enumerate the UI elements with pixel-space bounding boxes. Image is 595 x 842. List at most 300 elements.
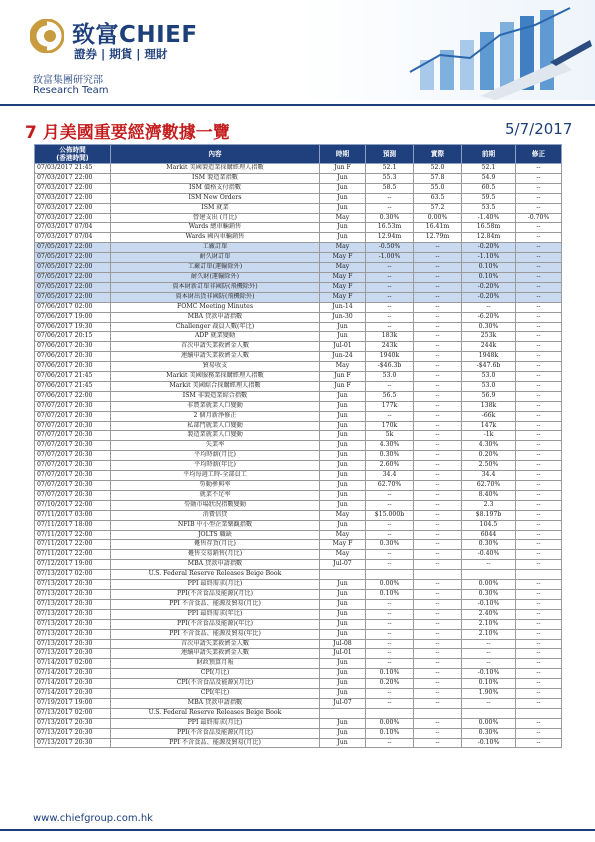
- cell-release-time: 07/14/2017 02:00: [35, 659, 111, 669]
- cell-period: Jun: [320, 599, 366, 609]
- cell-revised: --: [516, 253, 562, 263]
- table-row: [35, 570, 562, 580]
- cell-release-time: 07/07/2017 20:30: [35, 481, 111, 491]
- cell-actual: --: [414, 481, 462, 491]
- cell-period: Jun: [320, 421, 366, 431]
- cell-forecast: 2.60%: [366, 461, 414, 471]
- cell-forecast: --: [366, 292, 414, 302]
- header-actual: 實際: [414, 145, 462, 164]
- cell-revised: --: [516, 481, 562, 491]
- cell-revised: -0.70%: [516, 213, 562, 223]
- cell-release-time: 07/07/2017 20:30: [35, 490, 111, 500]
- cell-actual: --: [414, 689, 462, 699]
- cell-revised: --: [516, 441, 562, 451]
- cell-release-time: 07/12/2017 19:00: [35, 560, 111, 570]
- table-row: [35, 698, 562, 708]
- table-row: [35, 589, 562, 599]
- cell-release-time: 07/06/2017 20:30: [35, 362, 111, 372]
- cell-previous: -6.20%: [462, 312, 516, 322]
- cell-release-time: 07/03/2017 22:00: [35, 203, 111, 213]
- cell-release-time: 07/13/2017 20:30: [35, 580, 111, 590]
- economic-data-table: [34, 144, 562, 748]
- cell-forecast: 0.30%: [366, 213, 414, 223]
- cell-forecast: 5k: [366, 431, 414, 441]
- cell-release-time: 07/11/2017 03:00: [35, 510, 111, 520]
- cell-revised: --: [516, 718, 562, 728]
- cell-previous: --: [462, 659, 516, 669]
- cell-period: Jun: [320, 411, 366, 421]
- cell-release-time: 07/03/2017 22:00: [35, 173, 111, 183]
- cell-previous: -1k: [462, 431, 516, 441]
- table-row: [35, 530, 562, 540]
- cell-period: May: [320, 263, 366, 273]
- cell-previous: 8.40%: [462, 490, 516, 500]
- table-row: [35, 282, 562, 292]
- cell-actual: --: [414, 609, 462, 619]
- table-row: [35, 689, 562, 699]
- table-row: [35, 431, 562, 441]
- cell-revised: --: [516, 282, 562, 292]
- cell-period: Jul-07: [320, 560, 366, 570]
- cell-actual: --: [414, 718, 462, 728]
- table-row: [35, 619, 562, 629]
- cell-release-time: 07/13/2017 02:00: [35, 708, 111, 718]
- table-row: [35, 471, 562, 481]
- cell-period: May: [320, 550, 366, 560]
- cell-content: 躉售存貨(月比): [111, 540, 320, 550]
- cell-content: 連續申請失業救濟金人數: [111, 649, 320, 659]
- cell-release-time: 07/14/2017 20:30: [35, 679, 111, 689]
- cell-period: Jul-01: [320, 342, 366, 352]
- cell-revised: --: [516, 500, 562, 510]
- cell-revised: --: [516, 530, 562, 540]
- table-row: [35, 401, 562, 411]
- cell-period: Jun: [320, 431, 366, 441]
- table-row: [35, 213, 562, 223]
- cell-forecast: 58.5: [366, 183, 414, 193]
- cell-forecast: --: [366, 738, 414, 748]
- cell-content: MBA 貸款申請指數: [111, 698, 320, 708]
- cell-release-time: 07/10/2017 22:00: [35, 500, 111, 510]
- cell-forecast: 56.5: [366, 391, 414, 401]
- table-row: [35, 441, 562, 451]
- cell-revised: --: [516, 203, 562, 213]
- cell-release-time: 07/05/2017 22:00: [35, 253, 111, 263]
- cell-content: 製造業就業人口變動: [111, 431, 320, 441]
- cell-forecast: 0.00%: [366, 580, 414, 590]
- cell-revised: --: [516, 461, 562, 471]
- cell-content: 平均每週工時-全部員工: [111, 471, 320, 481]
- table-row: [35, 302, 562, 312]
- cell-release-time: 07/13/2017 20:30: [35, 738, 111, 748]
- cell-content: 平均時薪(月比): [111, 451, 320, 461]
- cell-previous: 147k: [462, 421, 516, 431]
- header-chart-photo: [300, 0, 595, 100]
- cell-forecast: 177k: [366, 401, 414, 411]
- cell-forecast: 1940k: [366, 352, 414, 362]
- cell-content: PPI 最終需求(月比): [111, 580, 320, 590]
- cell-period: Jun: [320, 619, 366, 629]
- cell-previous: 1948k: [462, 352, 516, 362]
- cell-previous: -1.40%: [462, 213, 516, 223]
- cell-period: [320, 570, 366, 580]
- cell-previous: -0.10%: [462, 669, 516, 679]
- table-row: [35, 718, 562, 728]
- cell-release-time: 07/06/2017 22:00: [35, 391, 111, 401]
- cell-forecast: --: [366, 490, 414, 500]
- cell-release-time: 07/19/2017 19:00: [35, 698, 111, 708]
- cell-content: Challenger 裁員人數(年比): [111, 322, 320, 332]
- cell-period: Jun-24: [320, 352, 366, 362]
- cell-actual: --: [414, 520, 462, 530]
- cell-content: Markit 美國綜合採購經理人指數: [111, 381, 320, 391]
- table-header-row: [35, 145, 562, 164]
- cell-period: Jun: [320, 203, 366, 213]
- table-row: [35, 352, 562, 362]
- cell-previous: 2.3: [462, 500, 516, 510]
- cell-period: Jul-01: [320, 649, 366, 659]
- cell-revised: --: [516, 589, 562, 599]
- brand-tagline: 證券 | 期貨 | 理財: [74, 47, 168, 61]
- cell-revised: --: [516, 263, 562, 273]
- cell-release-time: 07/13/2017 20:30: [35, 728, 111, 738]
- cell-previous: [462, 708, 516, 718]
- cell-period: Jun: [320, 738, 366, 748]
- cell-forecast: 243k: [366, 342, 414, 352]
- cell-actual: --: [414, 728, 462, 738]
- cell-release-time: 07/13/2017 20:30: [35, 609, 111, 619]
- cell-revised: --: [516, 679, 562, 689]
- cell-actual: 57.8: [414, 173, 462, 183]
- cell-period: Jun: [320, 669, 366, 679]
- cell-content: PPI 不含食品、能源及貿易(月比): [111, 599, 320, 609]
- table-row: [35, 708, 562, 718]
- cell-content: 營建支出 (月比): [111, 213, 320, 223]
- cell-revised: --: [516, 342, 562, 352]
- cell-forecast: --: [366, 322, 414, 332]
- header-period: 時期: [320, 145, 366, 164]
- cell-forecast: --: [366, 411, 414, 421]
- cell-release-time: 07/07/2017 20:30: [35, 461, 111, 471]
- table-row: [35, 500, 562, 510]
- cell-period: [320, 708, 366, 718]
- cell-revised: --: [516, 292, 562, 302]
- table-row: [35, 738, 562, 748]
- cell-release-time: 07/13/2017 20:30: [35, 718, 111, 728]
- table-row: [35, 164, 562, 174]
- cell-content: 平均時薪(年比): [111, 461, 320, 471]
- cell-forecast: [366, 570, 414, 580]
- cell-forecast: 12.94m: [366, 233, 414, 243]
- cell-revised: --: [516, 411, 562, 421]
- cell-revised: --: [516, 609, 562, 619]
- cell-previous: 0.00%: [462, 580, 516, 590]
- cell-period: Jun: [320, 609, 366, 619]
- cell-previous: 0.10%: [462, 263, 516, 273]
- cell-content: ADP 就業變動: [111, 332, 320, 342]
- cell-period: Jun-30: [320, 312, 366, 322]
- cell-actual: --: [414, 619, 462, 629]
- cell-period: Jun: [320, 500, 366, 510]
- cell-forecast: --: [366, 639, 414, 649]
- cell-previous: 0.30%: [462, 322, 516, 332]
- cell-previous: [462, 570, 516, 580]
- cell-content: PPI 不含食品、能源及貿易(年比): [111, 629, 320, 639]
- header-previous: 前期: [462, 145, 516, 164]
- cell-period: Jun F: [320, 381, 366, 391]
- cell-release-time: 07/07/2017 20:30: [35, 471, 111, 481]
- cell-period: Jun: [320, 233, 366, 243]
- table-row: [35, 312, 562, 322]
- table-row: [35, 550, 562, 560]
- cell-forecast: --: [366, 560, 414, 570]
- header-divider: [0, 104, 595, 106]
- cell-period: Jun: [320, 520, 366, 530]
- cell-previous: 104.5: [462, 520, 516, 530]
- cell-revised: --: [516, 362, 562, 372]
- cell-actual: --: [414, 243, 462, 253]
- cell-forecast: --: [366, 550, 414, 560]
- cell-forecast: -$46.3b: [366, 362, 414, 372]
- table-row: [35, 372, 562, 382]
- table-row: [35, 560, 562, 570]
- cell-release-time: 07/13/2017 20:30: [35, 639, 111, 649]
- cell-previous: 138k: [462, 401, 516, 411]
- cell-previous: -0.20%: [462, 292, 516, 302]
- table-row: [35, 629, 562, 639]
- cell-forecast: --: [366, 500, 414, 510]
- cell-actual: --: [414, 540, 462, 550]
- cell-period: Jun: [320, 173, 366, 183]
- cell-content: 勞動參與率: [111, 481, 320, 491]
- cell-actual: --: [414, 302, 462, 312]
- table-row: [35, 580, 562, 590]
- cell-period: May: [320, 243, 366, 253]
- cell-content: ISM 非製造業綜合指數: [111, 391, 320, 401]
- cell-previous: --: [462, 302, 516, 312]
- cell-forecast: 0.20%: [366, 679, 414, 689]
- cell-period: May F: [320, 282, 366, 292]
- cell-forecast: 183k: [366, 332, 414, 342]
- cell-period: Jun: [320, 322, 366, 332]
- cell-release-time: 07/07/2017 20:30: [35, 451, 111, 461]
- cell-release-time: 07/07/2017 20:30: [35, 411, 111, 421]
- cell-previous: -0.20%: [462, 243, 516, 253]
- cell-actual: --: [414, 649, 462, 659]
- cell-content: ISM 製造業指數: [111, 173, 320, 183]
- cell-actual: --: [414, 372, 462, 382]
- cell-content: Wards 總車輛銷售: [111, 223, 320, 233]
- cell-revised: --: [516, 490, 562, 500]
- table-row: [35, 272, 562, 282]
- cell-forecast: 0.00%: [366, 718, 414, 728]
- cell-previous: 16.58m: [462, 223, 516, 233]
- cell-period: May F: [320, 253, 366, 263]
- cell-period: Jun F: [320, 372, 366, 382]
- table-row: [35, 173, 562, 183]
- cell-period: Jun-14: [320, 302, 366, 312]
- cell-revised: --: [516, 223, 562, 233]
- cell-release-time: 07/06/2017 21:45: [35, 381, 111, 391]
- footer-url[interactable]: www.chiefgroup.com.hk: [33, 813, 153, 824]
- cell-revised: --: [516, 372, 562, 382]
- cell-revised: [516, 708, 562, 718]
- cell-actual: --: [414, 322, 462, 332]
- cell-content: 工廠訂單: [111, 243, 320, 253]
- table-row: [35, 263, 562, 273]
- cell-content: 就業不足率: [111, 490, 320, 500]
- cell-previous: 0.00%: [462, 718, 516, 728]
- header-content: 內容: [111, 145, 320, 164]
- cell-actual: --: [414, 253, 462, 263]
- cell-release-time: 07/07/2017 20:30: [35, 441, 111, 451]
- table-row: [35, 223, 562, 233]
- cell-release-time: 07/06/2017 20:30: [35, 342, 111, 352]
- cell-content: 2 個月新淨修正: [111, 411, 320, 421]
- cell-content: 非農業就業人口變動: [111, 401, 320, 411]
- cell-revised: --: [516, 173, 562, 183]
- cell-previous: 253k: [462, 332, 516, 342]
- cell-revised: --: [516, 312, 562, 322]
- cell-actual: --: [414, 698, 462, 708]
- cell-revised: --: [516, 728, 562, 738]
- cell-release-time: 07/13/2017 20:30: [35, 599, 111, 609]
- cell-period: May F: [320, 540, 366, 550]
- cell-release-time: 07/13/2017 20:30: [35, 649, 111, 659]
- cell-actual: --: [414, 421, 462, 431]
- cell-forecast: -0.50%: [366, 243, 414, 253]
- cell-revised: --: [516, 193, 562, 203]
- cell-forecast: --: [366, 312, 414, 322]
- cell-actual: 12.79m: [414, 233, 462, 243]
- cell-previous: -0.20%: [462, 282, 516, 292]
- cell-content: CPI(不含食品及能源)(月比): [111, 679, 320, 689]
- cell-revised: --: [516, 352, 562, 362]
- header-forecast: 預測: [366, 145, 414, 164]
- cell-previous: 2.10%: [462, 629, 516, 639]
- table-row: [35, 461, 562, 471]
- cell-period: Jun: [320, 193, 366, 203]
- cell-revised: --: [516, 580, 562, 590]
- cell-previous: 0.30%: [462, 728, 516, 738]
- cell-revised: --: [516, 698, 562, 708]
- cell-revised: --: [516, 629, 562, 639]
- cell-forecast: --: [366, 530, 414, 540]
- cell-previous: 0.30%: [462, 540, 516, 550]
- cell-release-time: 07/05/2017 22:00: [35, 282, 111, 292]
- cell-forecast: [366, 708, 414, 718]
- cell-previous: 0.30%: [462, 589, 516, 599]
- cell-content: 連續申請失業救濟金人數: [111, 352, 320, 362]
- cell-period: May: [320, 510, 366, 520]
- cell-actual: 57.2: [414, 203, 462, 213]
- cell-previous: 59.5: [462, 193, 516, 203]
- cell-period: May: [320, 213, 366, 223]
- cell-revised: --: [516, 550, 562, 560]
- cell-period: Jun: [320, 589, 366, 599]
- cell-release-time: 07/11/2017 22:00: [35, 530, 111, 540]
- cell-forecast: 0.30%: [366, 451, 414, 461]
- cell-content: 私部門就業人口變動: [111, 421, 320, 431]
- cell-forecast: -1.00%: [366, 253, 414, 263]
- cell-actual: --: [414, 362, 462, 372]
- cell-period: Jun: [320, 728, 366, 738]
- chief-logo-icon: [30, 19, 64, 53]
- cell-release-time: 07/06/2017 02:00: [35, 302, 111, 312]
- header-release-time: 公佈時間 (香港時間): [35, 145, 111, 164]
- cell-actual: --: [414, 342, 462, 352]
- cell-revised: --: [516, 560, 562, 570]
- cell-period: Jun: [320, 659, 366, 669]
- cell-previous: 1.90%: [462, 689, 516, 699]
- cell-period: Jun: [320, 718, 366, 728]
- cell-previous: -1.10%: [462, 253, 516, 263]
- cell-actual: --: [414, 629, 462, 639]
- cell-period: Jun: [320, 451, 366, 461]
- cell-forecast: 55.3: [366, 173, 414, 183]
- cell-previous: 56.9: [462, 391, 516, 401]
- cell-forecast: 16.53m: [366, 223, 414, 233]
- cell-actual: --: [414, 500, 462, 510]
- table-row: [35, 381, 562, 391]
- cell-revised: --: [516, 332, 562, 342]
- cell-previous: 53.5: [462, 203, 516, 213]
- cell-content: PPI(不含食品及能源)(月比): [111, 728, 320, 738]
- cell-release-time: 07/11/2017 22:00: [35, 540, 111, 550]
- table-row: [35, 342, 562, 352]
- cell-previous: 0.10%: [462, 272, 516, 282]
- cell-content: ISM New Orders: [111, 193, 320, 203]
- cell-release-time: 07/11/2017 22:00: [35, 550, 111, 560]
- cell-period: Jun: [320, 441, 366, 451]
- cell-actual: --: [414, 738, 462, 748]
- cell-revised: --: [516, 233, 562, 243]
- cell-actual: --: [414, 560, 462, 570]
- table-row: [35, 609, 562, 619]
- cell-period: Jun: [320, 471, 366, 481]
- table-row: [35, 233, 562, 243]
- cell-revised: --: [516, 689, 562, 699]
- cell-actual: --: [414, 381, 462, 391]
- cell-actual: --: [414, 263, 462, 273]
- cell-actual: --: [414, 679, 462, 689]
- cell-release-time: 07/06/2017 20:30: [35, 352, 111, 362]
- cell-period: Jun: [320, 223, 366, 233]
- cell-previous: 2.50%: [462, 461, 516, 471]
- cell-actual: 16.41m: [414, 223, 462, 233]
- cell-previous: -66k: [462, 411, 516, 421]
- cell-forecast: --: [366, 203, 414, 213]
- cell-forecast: --: [366, 698, 414, 708]
- cell-content: 工廠訂單(運輸除外): [111, 263, 320, 273]
- cell-content: CPI(年比): [111, 689, 320, 699]
- cell-forecast: --: [366, 263, 414, 273]
- cell-period: Jun: [320, 629, 366, 639]
- cell-actual: --: [414, 659, 462, 669]
- cell-period: May: [320, 362, 366, 372]
- cell-forecast: 52.1: [366, 164, 414, 174]
- cell-release-time: 07/06/2017 20:15: [35, 332, 111, 342]
- cell-previous: 2.40%: [462, 609, 516, 619]
- cell-previous: $8.197b: [462, 510, 516, 520]
- cell-content: NFIB 中小型企業樂觀指數: [111, 520, 320, 530]
- cell-release-time: 07/03/2017 07/04: [35, 233, 111, 243]
- cell-release-time: 07/13/2017 20:30: [35, 629, 111, 639]
- cell-period: Jun: [320, 689, 366, 699]
- cell-release-time: 07/03/2017 07/04: [35, 223, 111, 233]
- cell-content: JOLTS 職缺: [111, 530, 320, 540]
- cell-content: PPI(不含食品及能源)(月比): [111, 589, 320, 599]
